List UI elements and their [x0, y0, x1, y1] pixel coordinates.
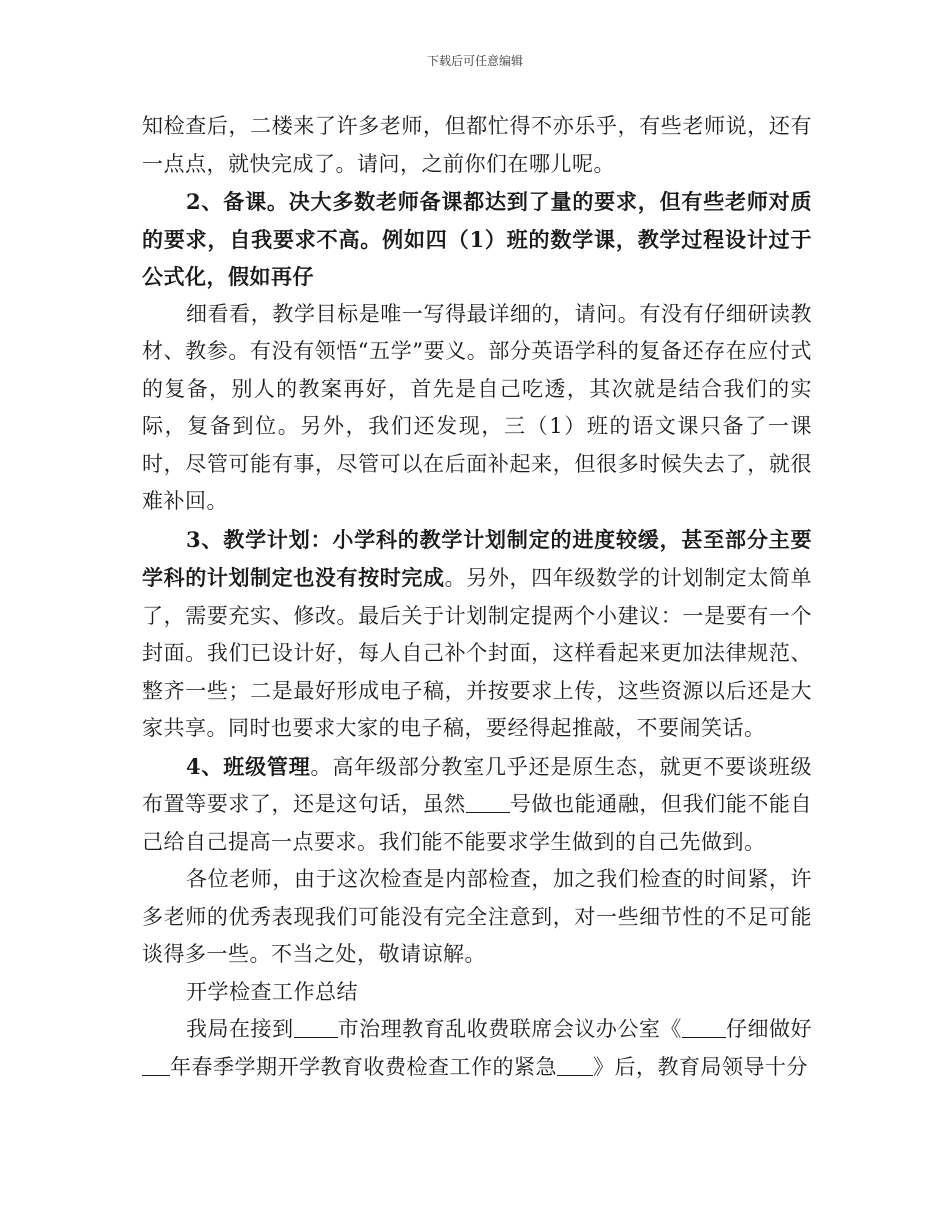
blank-underline [682, 1016, 726, 1038]
blank-underline [466, 791, 510, 813]
paragraph-1: 知检查后，二楼来了许多老师，但都忙得不亦乐乎，有些老师说，还有一点点，就快完成了。请问，之前你们在哪儿呢。 [142, 114, 812, 176]
paragraph-4-text: 。另外，四年级数学的计划制定太简单了，需要充实、修改。最后关于计划制定提两个小建议：一是要有一个封面。我们已设计好，每人自己补个封面，这样看起来更加法律规范、整齐一些；二是最好形成电子稿，并按要求上传，这些资源以后还是大家共享。同时也要求大家的电子稿，要经得起推敲，不要闹笑话。 [142, 566, 813, 740]
paragraph-5-heading: 4、班级管理 [186, 753, 311, 779]
paragraph-8-text-e: 》后，教育局领导十分 [593, 1054, 808, 1079]
paragraph-8-text-a: 我局在接到 [186, 1017, 294, 1041]
paragraph-5-text-a: 。高年级部分教室几乎还是原生态，就更不要谈班级布置等要求了，还是这句话，虽然 [142, 754, 812, 816]
paragraph-8-text-d: 年春季学期开学教育收费检查工作的紧急 [170, 1054, 557, 1079]
page-header: 下载后可任意编辑 [426, 54, 523, 68]
blank-underline [557, 1054, 593, 1076]
document-body [142, 108, 812, 1086]
paragraph-6: 各位老师，由于这次检查是内部检查，加之我们检查的时间紧，许多老师的优秀表现我们可能没有完全注意到，对一些细节性的不足可能谈得多一些。不当之处，敬请谅解。 [142, 867, 812, 966]
paragraph-8-text-c: 仔细做好 [725, 1017, 813, 1041]
paragraph-2-lesson-prep: 2、备课。决大多数老师备课都达到了量的要求，但有些老师对质的要求，自我要求不高。例如四（1）班的数学课，教学过程设计过于公式化，假如再仔 [142, 189, 812, 289]
paragraph-5-class-management [142, 748, 812, 862]
paragraph-4-heading: 3、教学计划：小学科的教学计划制定的进度较缓，甚至部分主要学科的计划制定也没有按时完成 [142, 526, 812, 590]
blank-underline [294, 1016, 338, 1038]
paragraph-5-text-b: 号做也能通融，但我们能不能自己给自己提高一点要求。我们能不能要求学生做到的自己先做到。 [142, 792, 813, 854]
blank-underline [156, 1054, 170, 1076]
paragraph-4-teaching-plan [142, 521, 812, 748]
paragraph-3: 细看看，教学目标是唯一写得最详细的，请问。有没有仔细研读教材、教参。有没有领悟“五学”要义。部分英语学科的复备还存在应付式的复备，别人的教案再好，首先是自己吃透，其次就是结合我们的实际，复备到位。另外，我们还发现，三（1）班的语文课只备了一课时，尽管可能有事，尽管可以在后面补起来，但很多时候失去了，就很难补回。 [142, 301, 812, 513]
section-title: 开学检查工作总结 [186, 979, 358, 1004]
paragraph-8 [142, 1011, 812, 1086]
paragraph-8-text-b: 市治理教育乱收费联席会议办公室《 [337, 1017, 682, 1041]
blank-underline [142, 1054, 156, 1076]
